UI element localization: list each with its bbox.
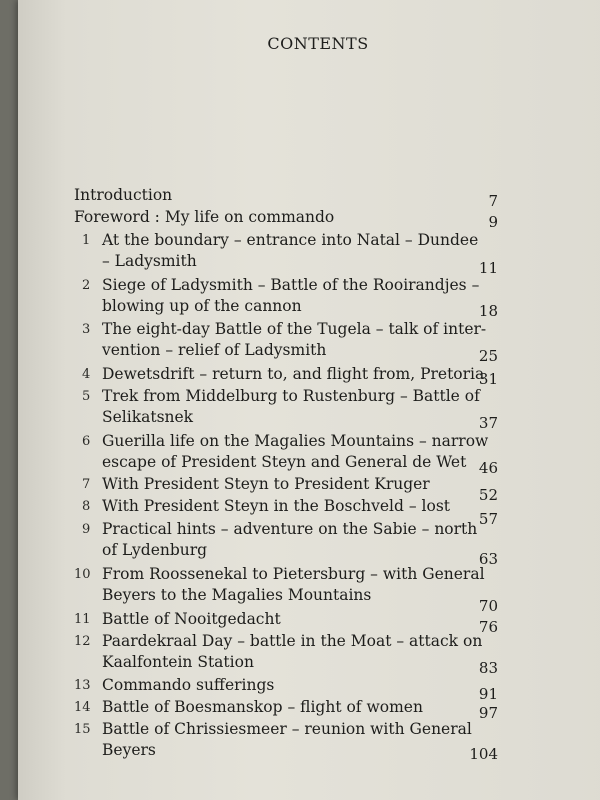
toc-entry-line: – Ladysmith: [102, 252, 197, 270]
page-number: 46: [478, 459, 498, 477]
chapter-number: 6: [82, 434, 91, 449]
chapter-number: 8: [82, 499, 91, 514]
toc-entry-line: Kaalfontein Station: [102, 653, 254, 671]
toc-entry-line: Beyers: [102, 741, 156, 759]
page-number: 91: [478, 685, 498, 703]
page-number: 57: [478, 510, 498, 528]
toc-entry-line: Battle of Boesmanskop – flight of women: [102, 698, 423, 716]
page-number: 52: [478, 486, 498, 504]
chapter-number: 1: [82, 233, 91, 248]
toc-entry-line: Guerilla life on the Magalies Mountains – narrow: [102, 432, 489, 450]
chapter-number: 7: [82, 477, 91, 492]
page-number: 11: [478, 259, 498, 277]
toc-entry-line: Beyers to the Magalies Mountains: [102, 586, 372, 604]
toc-entry-line: Selikatsnek: [102, 408, 194, 426]
contents-heading: CONTENTS: [267, 34, 369, 53]
toc-entry-line: of Lydenburg: [102, 541, 208, 559]
toc-entry-line: The eight-day Battle of the Tugela – talk of inter-: [102, 320, 487, 338]
chapter-number: 10: [74, 567, 91, 582]
page-number: 37: [478, 414, 498, 432]
chapter-number: 12: [74, 634, 91, 649]
page-number: 70: [478, 597, 498, 615]
toc-entry-line: Trek from Middelburg to Rustenburg – Battle of: [102, 387, 480, 405]
chapter-number: 11: [74, 612, 91, 627]
toc-entry-line: Siege of Ladysmith – Battle of the Rooirandjes –: [102, 276, 480, 294]
chapter-number: 4: [82, 367, 91, 382]
toc-entry-line: Commando sufferings: [102, 676, 275, 694]
page-number: 83: [478, 659, 498, 677]
page-number: 31: [478, 370, 498, 388]
toc-entry-line: blowing up of the cannon: [102, 297, 302, 315]
toc-entry-line: vention – relief of Ladysmith: [102, 341, 327, 359]
book-page: [18, 0, 600, 800]
toc-entry-line: Paardekraal Day – battle in the Moat – attack on: [102, 632, 483, 650]
page-number: 7: [488, 192, 498, 210]
chapter-number: 3: [82, 322, 91, 337]
toc-entry-line: escape of President Steyn and General de Wet: [102, 453, 467, 471]
toc-entry-line: Battle of Nooitgedacht: [102, 610, 281, 628]
toc-entry-line: From Roossenekal to Pietersburg – with General: [102, 565, 485, 583]
chapter-number: 9: [82, 522, 91, 537]
chapter-number: 13: [74, 678, 91, 693]
page-number: 104: [469, 745, 498, 763]
chapter-number: 5: [82, 389, 91, 404]
page-number: 97: [478, 704, 498, 722]
toc-entry-line: Battle of Chrissiesmeer – reunion with General: [102, 720, 472, 738]
page-number: 18: [478, 302, 498, 320]
toc-entry-line: Practical hints – adventure on the Sabie – north: [102, 520, 478, 538]
chapter-number: 14: [74, 700, 91, 715]
toc-entry-line: Introduction: [74, 186, 173, 204]
page-number: 9: [488, 213, 498, 231]
toc-entry-line: At the boundary – entrance into Natal – Dundee: [102, 231, 479, 249]
page-number: 76: [478, 618, 498, 636]
page-number: 25: [478, 347, 498, 365]
toc-entry-line: Dewetsdrift – return to, and flight from, Pretoria: [102, 365, 485, 383]
toc-entry-line: With President Steyn in the Boschveld – lost: [102, 497, 451, 515]
page-number: 63: [478, 550, 498, 568]
chapter-number: 15: [74, 722, 91, 737]
toc-entry-line: Foreword : My life on commando: [74, 208, 335, 226]
chapter-number: 2: [82, 278, 91, 293]
toc-entry-line: With President Steyn to President Kruger: [102, 475, 430, 493]
